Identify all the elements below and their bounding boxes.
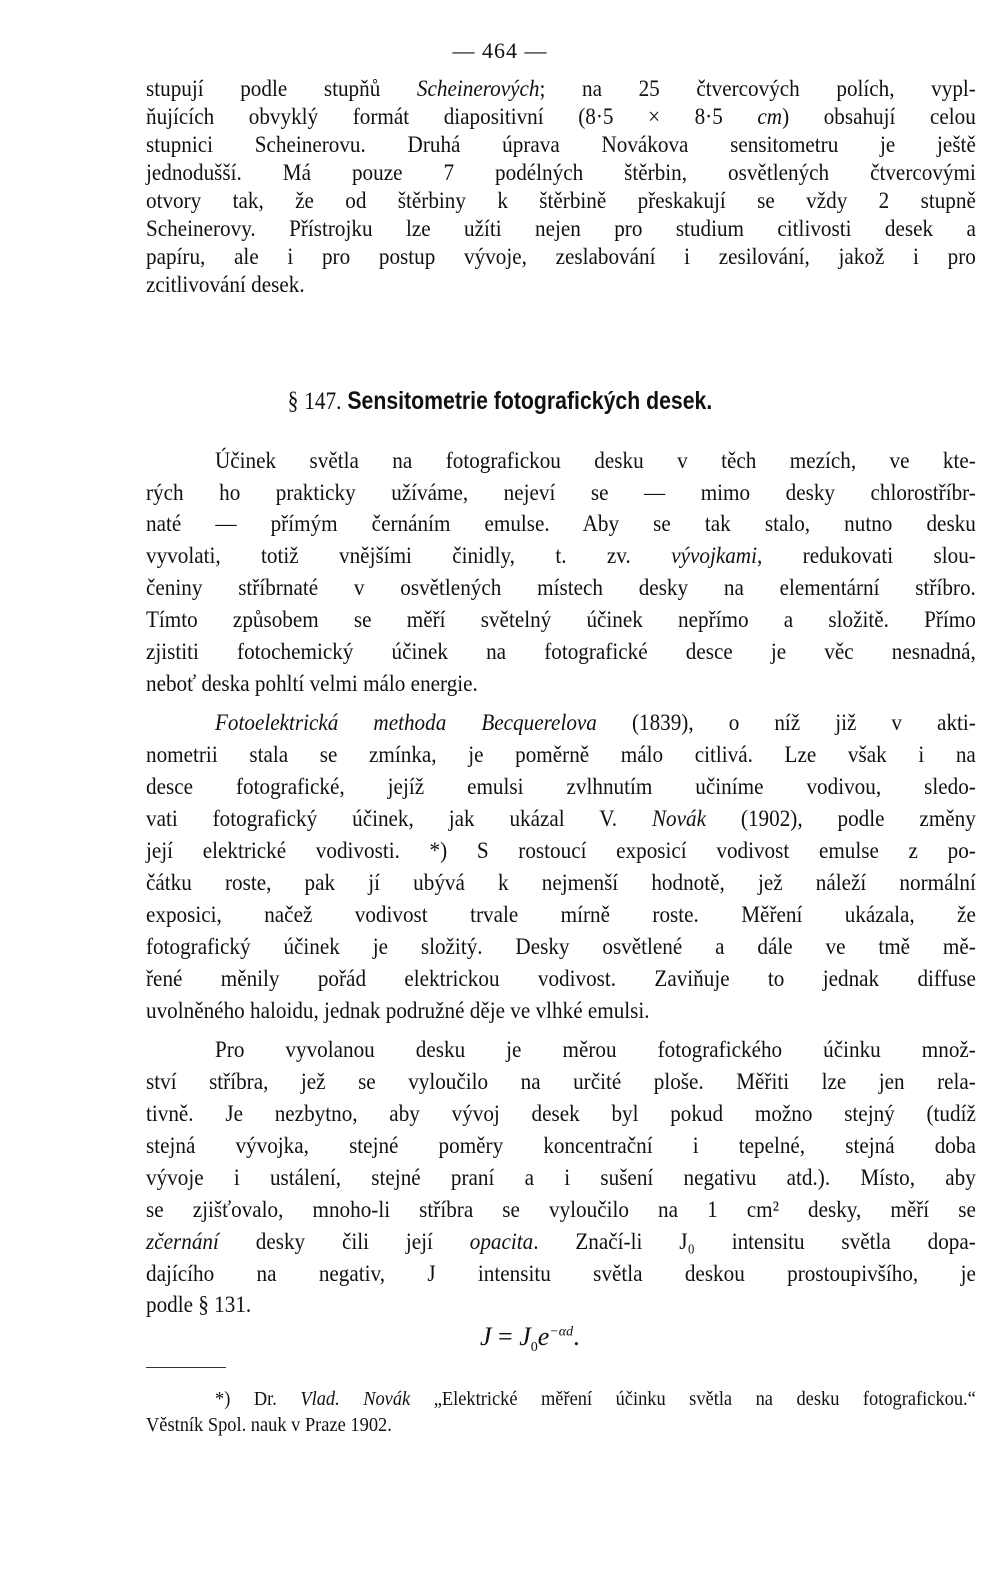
text-line: Scheinerovy. Přístrojku lze užíti nejen pro studium citlivosti desek a (146, 216, 976, 241)
footnote-line: *) Dr. Vlad. Novák „Elektrické měření účinku světla na desku fotografickou.“ (215, 1388, 976, 1410)
text-line: fotografický účinek je složitý. Desky osvětlené a dále ve tmě mě- (146, 934, 976, 959)
text-line: stupnici Scheinerovu. Druhá úprava Novákova sensitometru je ještě (146, 132, 976, 157)
page-number: — 464 — (452, 38, 548, 63)
text-line: její elektrické vodivosti. *) S rostoucí exposicí vodivost emulse z po- (146, 838, 976, 863)
section-title: Sensitometrie fotografických desek. (347, 387, 713, 415)
text-line: neboť deska pohltí velmi málo energie. (146, 671, 478, 696)
text-line: rých ho prakticky užíváme, nejeví se — mimo desky chlorostříbr- (146, 480, 976, 505)
text-line: stejná vývojka, stejné poměry koncentrační i tepelné, stejná doba (146, 1133, 976, 1158)
text-line: desce fotografické, jejíž emulsi zvlhnutím učiníme vodivou, sledo- (146, 774, 976, 799)
text-line: řené měnily pořád elektrickou vodivost. Zaviňuje to jednak diffuse (146, 966, 976, 991)
text-line: čátku roste, pak jí ubývá k nejmenší hodnotě, jež náleží normální (146, 870, 976, 895)
text-line: stupují podle stupňů Scheinerových; na 25 čtvercových polích, vypl- (146, 76, 976, 101)
text-line: vati fotografický účinek, jak ukázal V. Novák (1902), podle změny (146, 806, 976, 831)
text-line: zcitlivování desek. (146, 272, 305, 297)
text-line: čeniny stříbrnaté v osvětlených místech desky na elementární stříbro. (146, 575, 976, 600)
text-line: podle § 131. (146, 1292, 252, 1317)
formula: $J = J_0e^{-\alpha d}$. (480, 1322, 580, 1356)
text-line: ňujících obvyklý formát diapositivní (8·5 × 8·5 cm) obsahují celou (146, 104, 976, 129)
text-line: uvolněného haloidu, jednak podružné děje ve vlhké emulsi. (146, 998, 650, 1023)
footnote-divider (146, 1367, 226, 1368)
text-line: ství stříbra, jež se vyloučilo na určité ploše. Měřiti lze jen rela- (146, 1069, 976, 1094)
section-number: 147. (304, 388, 342, 415)
section-heading (75, 387, 925, 416)
text-line: otvory tak, že od štěrbiny k štěrbině přeskakují se vždy 2 stupně (146, 188, 976, 213)
text-line: Účinek světla na fotografickou desku v těch mezích, ve kte- (215, 448, 976, 473)
text-line: tivně. Je nezbytno, aby vývoj desek byl pokud možno stejný (tudíž (146, 1101, 976, 1126)
text-line: naté — přímým černáním emulse. Aby se tak stalo, nutno desku (146, 511, 976, 536)
section-symbol: § (287, 388, 299, 415)
text-line: Tímto způsobem se měří světelný účinek nepřímo a složitě. Přímo (146, 607, 976, 632)
text-line: zjistiti fotochemický účinek na fotografické desce je věc nesnadná, (146, 639, 976, 664)
text-line: se zjišťovalo, mnoho-li stříbra se vyloučilo na 1 cm² desky, měří se (146, 1197, 976, 1222)
text-line: exposici, načež vodivost trvale mírně roste. Měření ukázala, že (146, 902, 976, 927)
text-line: zčernání desky čili její opacita. Značí-li J₀ intensitu světla dopa- (146, 1229, 976, 1254)
text-line: dajícího na negativ, J intensitu světla deskou prostoupivšího, je (146, 1261, 976, 1286)
text-line: Fotoelektrická methoda Becquerelova (1839), o níž již v akti- (215, 710, 976, 735)
text-line: Pro vyvolanou desku je měrou fotografického účinku množ- (215, 1037, 976, 1062)
text-line: nometrii stala se zmínka, je poměrně málo citlivá. Lze však i na (146, 742, 976, 767)
text-line: jednodušší. Má pouze 7 podélných štěrbin, osvětlených čtvercovými (146, 160, 976, 185)
text-line: vývoje i ustálení, stejné praní a i sušení negativu atd.). Místo, aby (146, 1165, 976, 1190)
text-line: vyvolati, totiž vnějšími činidly, t. zv. vývojkami, redukovati slou- (146, 543, 976, 568)
text-line: papíru, ale i pro postup vývoje, zeslabování i zesilování, jakož i pro (146, 244, 976, 269)
footnote-line: Věstník Spol. nauk v Praze 1902. (146, 1414, 392, 1436)
